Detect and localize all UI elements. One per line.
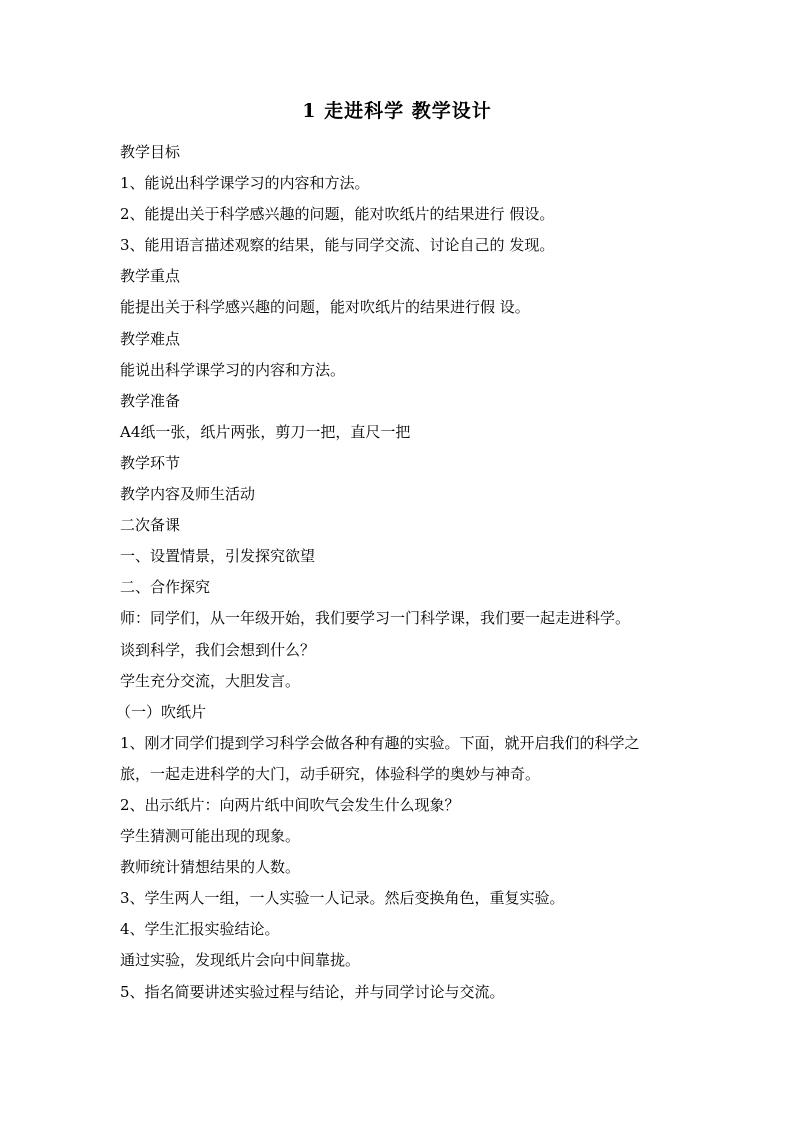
key-point-text: 能提出关于科学感兴趣的问题，能对吹纸片的结果进行假 设。 — [120, 298, 530, 317]
objective-item: 3、能用语言描述观察的结果，能与同学交流、讨论自己的 发现。 — [120, 236, 555, 255]
subsection-heading: （一）吹纸片 — [116, 702, 207, 721]
section-heading-key-points: 教学重点 — [120, 267, 181, 286]
paragraph-line: 3、学生两人一组，一人实验一人记录。然后变换角色，重复实验。 — [120, 889, 565, 908]
section-heading-objectives: 教学目标 — [120, 143, 181, 161]
section-heading-content: 教学内容及师生活动 — [120, 485, 256, 504]
difficulty-text: 能说出科学课学习的内容和方法。 — [120, 360, 346, 379]
document-body — [116, 137, 680, 1008]
paragraph-line: 学生充分交流，大胆发言。 — [120, 671, 301, 690]
step-heading: 二、合作探究 — [120, 578, 211, 597]
paragraph-line: 师：同学们，从一年级开始，我们要学习一门科学课，我们要一起走进科学。 — [120, 609, 631, 628]
paragraph-line: 1、刚才同学们提到学习科学会做各种有趣的实验。下面，就开启我们的科学之 — [120, 733, 640, 752]
paragraph-line: 学生猜测可能出现的现象。 — [120, 827, 301, 846]
section-heading-steps: 教学环节 — [120, 453, 181, 472]
section-heading-preparation: 教学准备 — [120, 391, 181, 410]
paragraph-line: 通过实验，发现纸片会向中间靠拢。 — [120, 951, 361, 970]
document-title: 1 走进科学 教学设计 — [302, 100, 492, 122]
step-heading: 一、设置情景，引发探究欲望 — [120, 547, 316, 566]
section-heading-difficulties: 教学难点 — [120, 329, 181, 348]
preparation-text: A4纸一张，纸片两张，剪刀一把，直尺一把 — [120, 422, 411, 441]
objective-item: 1、能说出科学课学习的内容和方法。 — [120, 174, 370, 193]
objective-item: 2、能提出关于科学感兴趣的问题，能对吹纸片的结果进行 假设。 — [120, 205, 555, 224]
paragraph-line: 5、指名简要讲述实验过程与结论，并与同学讨论与交流。 — [120, 982, 505, 1001]
paragraph-line: 旅，一起走进科学的大门，动手研究，体验科学的奥妙与神奇。 — [120, 764, 541, 783]
paragraph-line: 2、出示纸片：向两片纸中间吹气会发生什么现象？ — [120, 795, 460, 814]
paragraph-line: 4、学生汇报实验结论。 — [120, 920, 280, 939]
paragraph-line: 谈到科学，我们会想到什么？ — [120, 640, 316, 659]
section-heading-second-prep: 二次备课 — [120, 516, 181, 535]
paragraph-line: 教师统计猜想结果的人数。 — [120, 858, 301, 877]
